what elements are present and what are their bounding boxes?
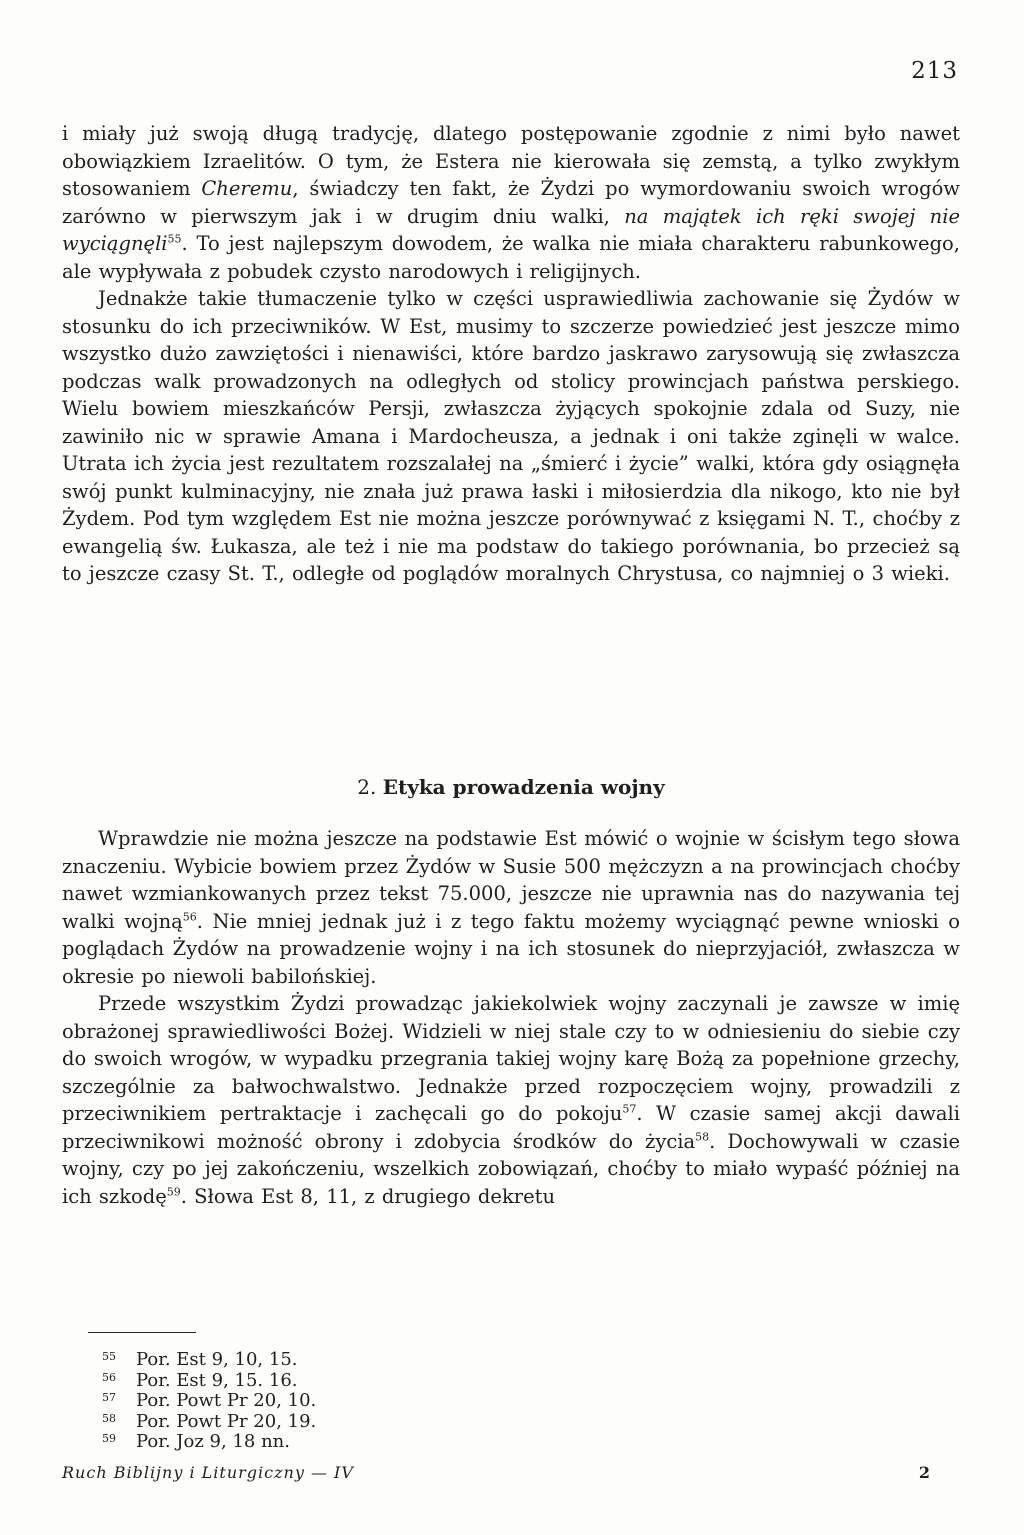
footnote-reference: 56 <box>182 910 197 923</box>
footnote <box>102 1371 316 1392</box>
footnote <box>102 1432 316 1453</box>
paragraph <box>62 285 960 588</box>
text-run: . W czasie samej akcji dawali przeciwnikowi możność obrony i zdobycia środków do życia <box>62 1102 960 1153</box>
body-text-top <box>62 120 960 588</box>
text-run: Przede wszystkim Żydzi prowadząc jakiekolwiek wojny zaczynali je zawsze w imię obrażonej sprawiedliwości Bożej. Widzieli w niej stale czy to w odniesieniu do siebie czy do swoich wrogów, w wypadku przegrania takiej wojny karę Bożą za popełnione grzechy, szczególnie za bałwochwalstwo. Jednakże przed rozpoczęciem wojny, prowadzili z przeciwnikiem pertraktacje i zachęcali go do pokoju <box>62 992 960 1125</box>
text-run: . Słowa Est 8, 11, z drugiego dekretu <box>180 1184 556 1208</box>
footnote <box>102 1350 316 1371</box>
footnote-number: 56 <box>102 1370 116 1384</box>
footnote-number: 57 <box>102 1391 116 1404</box>
footnote-number: 59 <box>102 1432 116 1445</box>
footnote-text: Por. Joz 9, 18 nn. <box>136 1431 290 1452</box>
body-text-bottom <box>62 825 960 1210</box>
footnote-text: Por. Powt Pr 20, 19. <box>136 1410 317 1432</box>
footnote-text: Por. Est 9, 15. 16. <box>136 1369 298 1391</box>
footnote-reference: 55 <box>167 232 182 246</box>
text-run: i miały już swoją długą tradycję, dlatego postępowanie zgodnie z nimi było nawet obowiązkiem Izraelitów. O tym, że Estera nie kierowała się zemstą, a tylko zwykłym stosowaniem <box>62 122 960 200</box>
italic-phrase: na majątek ich ręki swojej nie wyciągnęli <box>62 204 960 255</box>
footnote <box>102 1391 316 1412</box>
paragraph <box>62 120 960 285</box>
footnote-reference: 59 <box>166 1185 181 1198</box>
page-number: 213 <box>911 58 958 84</box>
text-run: . To jest najlepszym dowodem, że walka nie miała charakteru rabunkowego, ale wypływała z pobudek czysto narodowych i religijnych. <box>62 232 960 283</box>
text-run: Wprawdzie nie można jeszcze na podstawie Est mówić o wojnie w ścisłym tego słowa znaczeniu. Wybicie bowiem przez Żydów w Susie 500 mężczyzn a na prowincjach choćby nawet wzmiankowanych przez tekst 75.000, jeszcze nie uprawnia nas do nazywania tej walki wojną <box>62 827 960 933</box>
footnote-reference: 58 <box>695 1130 710 1143</box>
section-title: Etyka prowadzenia wojny <box>382 775 665 799</box>
paragraph <box>62 990 960 1210</box>
footnote-text: Por. Est 9, 10, 15. <box>136 1349 298 1370</box>
italic-phrase: Cheremu <box>201 177 293 200</box>
footnote-text: Por. Powt Pr 20, 10. <box>136 1390 317 1411</box>
text-run: . Dochowywali w czasie wojny, czy po jej zakończeniu, wszelkich zobowiązań, choćby to miało wypaść później na ich szkodę <box>62 1129 960 1208</box>
footnote-reference: 57 <box>622 1102 637 1116</box>
footnote <box>102 1412 316 1433</box>
footnote-separator <box>88 1332 196 1333</box>
section-number: 2. <box>357 775 377 799</box>
running-footer: Ruch Biblijny i Liturgiczny — IV <box>62 1463 354 1482</box>
footnote-number: 58 <box>102 1411 116 1425</box>
text-run: Jednakże takie tłumaczenie tylko w części usprawiedliwia zachowanie się Żydów w stosunku do ich przeciwników. W Est, musimy to szczerze powiedzieć jest jeszcze mimo wszystko dużo zawziętości i nienawiści, które bardzo jaskrawo zarysowują się zwłaszcza podczas walk prowadzonych na odległych od stolicy prowincjach państwa perskiego. Wielu bowiem mieszkańców Persji, zwłaszcza żyjących spokojnie zdala od Suzy, nie zawiniło nic w sprawie Amana i Mardocheusza, a jednak i oni także zginęli w walce. Utrata ich życia jest rezultatem rozszalałej na „śmierć i życie” walki, która gdy osiągnęła swój punkt kulminacyjny, nie znała już prawa łaski i miłosierdzia dla nikogo, kto nie był Żydem. Pod tym względem Est nie można jeszcze porównywać z księgami N. T., choćby z ewangelią św. Łukasza, ale też i nie ma podstaw do takiego porównania, bo przecież są to jeszcze czasy St. T., odległe od poglądów moralnych Chrystusa, co najmniej o 3 wieki. <box>62 287 960 585</box>
section-heading <box>62 775 960 799</box>
text-run: . Nie mniej jednak już i z tego faktu możemy wyciągnąć pewne wnioski o poglądach Żydów na prowadzenie wojny i na ich stosunek do nieprzyjaciół, zwłaszcza w okresie po niewoli babilońskiej. <box>62 909 961 988</box>
footnotes <box>102 1350 316 1453</box>
paragraph <box>62 825 960 990</box>
footnote-number: 55 <box>102 1350 116 1363</box>
sheet-signature: 2 <box>918 1463 930 1482</box>
text-run: , świadczy ten fakt, że Żydzi po wymordowaniu swoich wrogów zarówno w pierwszym jak i w drugim dniu walki, <box>62 177 960 228</box>
